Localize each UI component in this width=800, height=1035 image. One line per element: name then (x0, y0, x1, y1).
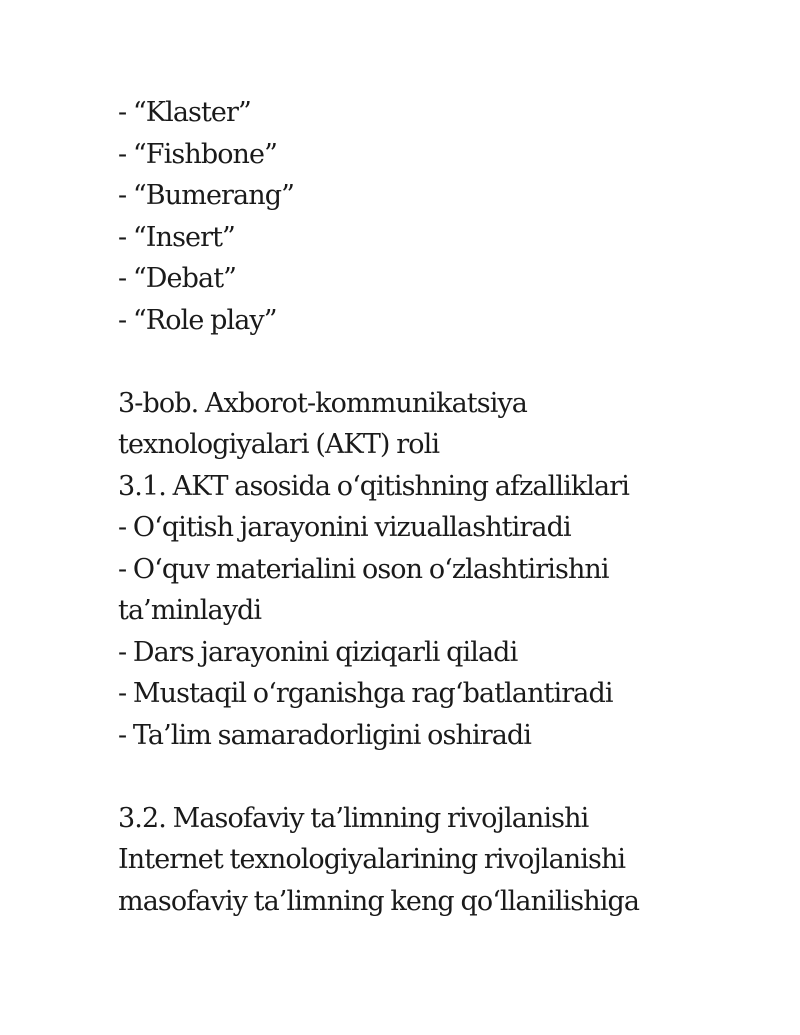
section-3-1 (118, 466, 758, 757)
bullet-item-continuation: ta’minlaydi (118, 595, 262, 626)
paragraph-spacer (118, 341, 758, 383)
bullet-item: - Oʻquv materialini oson oʻzlashtirishni (118, 553, 609, 585)
bullet-item: - Dars jarayonini qiziqarli qiladi (118, 636, 518, 668)
list-item: - “Debat” (118, 263, 237, 294)
bullet-item: - Ta’lim samaradorligini oshiradi (118, 719, 532, 751)
methods-list (118, 92, 758, 341)
chapter-title-line: 3-bob. Axborot-kommunikatsiya (118, 387, 527, 419)
document-body (118, 92, 758, 922)
section-heading: 3.2. Masofaviy ta’limning rivojlanishi (118, 802, 589, 834)
chapter-title-line: texnologiyalari (AKT) roli (118, 429, 440, 460)
paragraph-spacer (118, 756, 758, 798)
list-item: - “Fishbone” (118, 138, 278, 170)
section-3-2 (118, 798, 758, 923)
bullet-item: - Mustaqil oʻrganishga ragʻbatlantiradi (118, 678, 613, 709)
chapter-3-heading (118, 383, 758, 466)
bullet-item: - Oʻqitish jarayonini vizuallashtiradi (118, 512, 571, 543)
list-item: - “Role play” (118, 304, 277, 336)
list-item: - “Klaster” (118, 97, 251, 128)
section-heading: 3.1. AKT asosida oʻqitishning afzalliklari (118, 470, 629, 502)
paragraph-line: masofaviy ta’limning keng qoʻllanilishiga (118, 885, 640, 917)
paragraph-line: Internet texnologiyalarining rivojlanishi (118, 844, 626, 875)
list-item: - “Insert” (118, 221, 235, 253)
list-item: - “Bumerang” (118, 180, 295, 211)
